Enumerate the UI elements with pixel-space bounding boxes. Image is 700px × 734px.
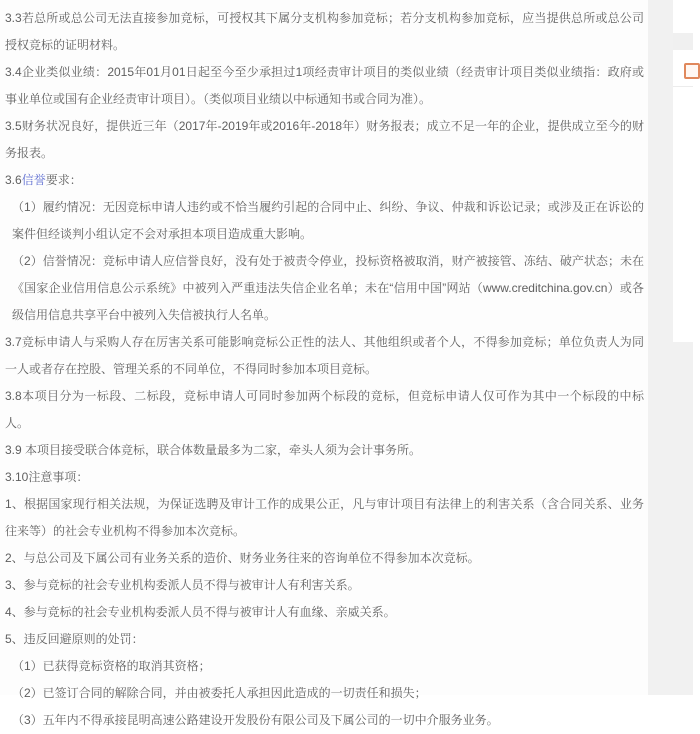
paragraph-3-10: 3.10注意事项： xyxy=(5,470,89,484)
paragraph-3-6-prefix: 3.6 xyxy=(5,173,22,187)
note-item-5: 5、违反回避原则的处罚： xyxy=(5,632,144,646)
penalty-item-2: （2）已签订合同的解除合同，并由被委托人承担因此造成的一切责任和损失； xyxy=(12,686,427,700)
paragraph-3-7: 3.7竞标申请人与采购人存在厉害关系可能影响竞标公正性的法人、其他组织或者个人，不得参加竞标；单位负责人为同一人或者存在控股、管理关系的不同单位，不得同时参加本项目竞标。 xyxy=(5,335,644,376)
paragraph-3-6-item-2: （2）信誉情况：竞标申请人应信誉良好，没有处于被责令停业，投标资格被取消，财产被接管、冻结、破产状态；未在《国家企业信用信息公示系统》中被列入严重违法失信企业名单；未在“信用中国”网站（www.creditchina.gov.cn）或各级信用信息共享平台中被列入失信被执行人名单。 xyxy=(12,254,644,322)
side-panel xyxy=(673,0,693,695)
paragraph-3-6-item-1: （1）履约情况：无因竞标申请人违约或不恰当履约引起的合同中止、纠纷、争议、仲裁和诉讼记录；或涉及正在诉讼的案件但经谈判小组认定不会对承担本项目造成重大影响。 xyxy=(12,200,644,241)
penalty-item-3: （3）五年内不得承接昆明高速公路建设开发股份有限公司及下属公司的一切中介服务业务。 xyxy=(12,713,499,727)
document-icon[interactable] xyxy=(684,63,700,79)
credit-link[interactable]: 信誉 xyxy=(21,173,46,187)
side-panel-card xyxy=(673,0,693,342)
page-gutter xyxy=(648,0,673,695)
paragraph-3-3: 3.3若总所或总公司无法直接参加竞标，可授权其下属分支机构参加竞标；若分支机构参加竞标，应当提供总所或总公司授权竞标的证明材料。 xyxy=(5,11,644,52)
paragraph-3-4: 3.4企业类似业绩：2015年01月01日起至今至少承担过1项经责审计项目的类似业绩（经责审计项目类似业绩指：政府或事业单位或国有企业经责审计项目）。（类似项目业绩以中标通知书或合同为准）。 xyxy=(5,65,644,106)
paragraph-3-6-suffix: 要求： xyxy=(45,173,82,187)
note-item-3: 3、参与竞标的社会专业机构委派人员不得与被审计人有利害关系。 xyxy=(5,578,360,592)
penalty-item-1: （1）已获得竞标资格的取消其资格； xyxy=(12,659,211,673)
paragraph-3-5: 3.5财务状况良好，提供近三年（2017年-2019年或2016年-2018年）财务报表；成立不足一年的企业，提供成立至今的财务报表。 xyxy=(5,119,644,160)
note-item-2: 2、与总公司及下属公司有业务关系的造价、财务业务往来的咨询单位不得参加本次竞标。 xyxy=(5,551,480,565)
side-panel-divider xyxy=(673,86,693,87)
side-panel-band xyxy=(673,33,693,50)
paragraph-3-8: 3.8本项目分为一标段、二标段，竞标申请人可同时参加两个标段的竞标，但竞标申请人仅可作为其中一个标段的中标人。 xyxy=(5,389,644,430)
paragraph-3-6 xyxy=(5,167,644,194)
note-item-4: 4、参与竞标的社会专业机构委派人员不得与被审计人有血缘、亲威关系。 xyxy=(5,605,396,619)
note-item-1: 1、根据国家现行相关法规，为保证选聘及审计工作的成果公正，凡与审计项目有法律上的利害关系（含合同关系、业务往来等）的社会专业机构不得参加本次竞标。 xyxy=(5,497,644,538)
paragraph-3-9: 3.9 本项目接受联合体竞标，联合体数量最多为二家，牵头人须为会计事务所。 xyxy=(5,443,422,457)
